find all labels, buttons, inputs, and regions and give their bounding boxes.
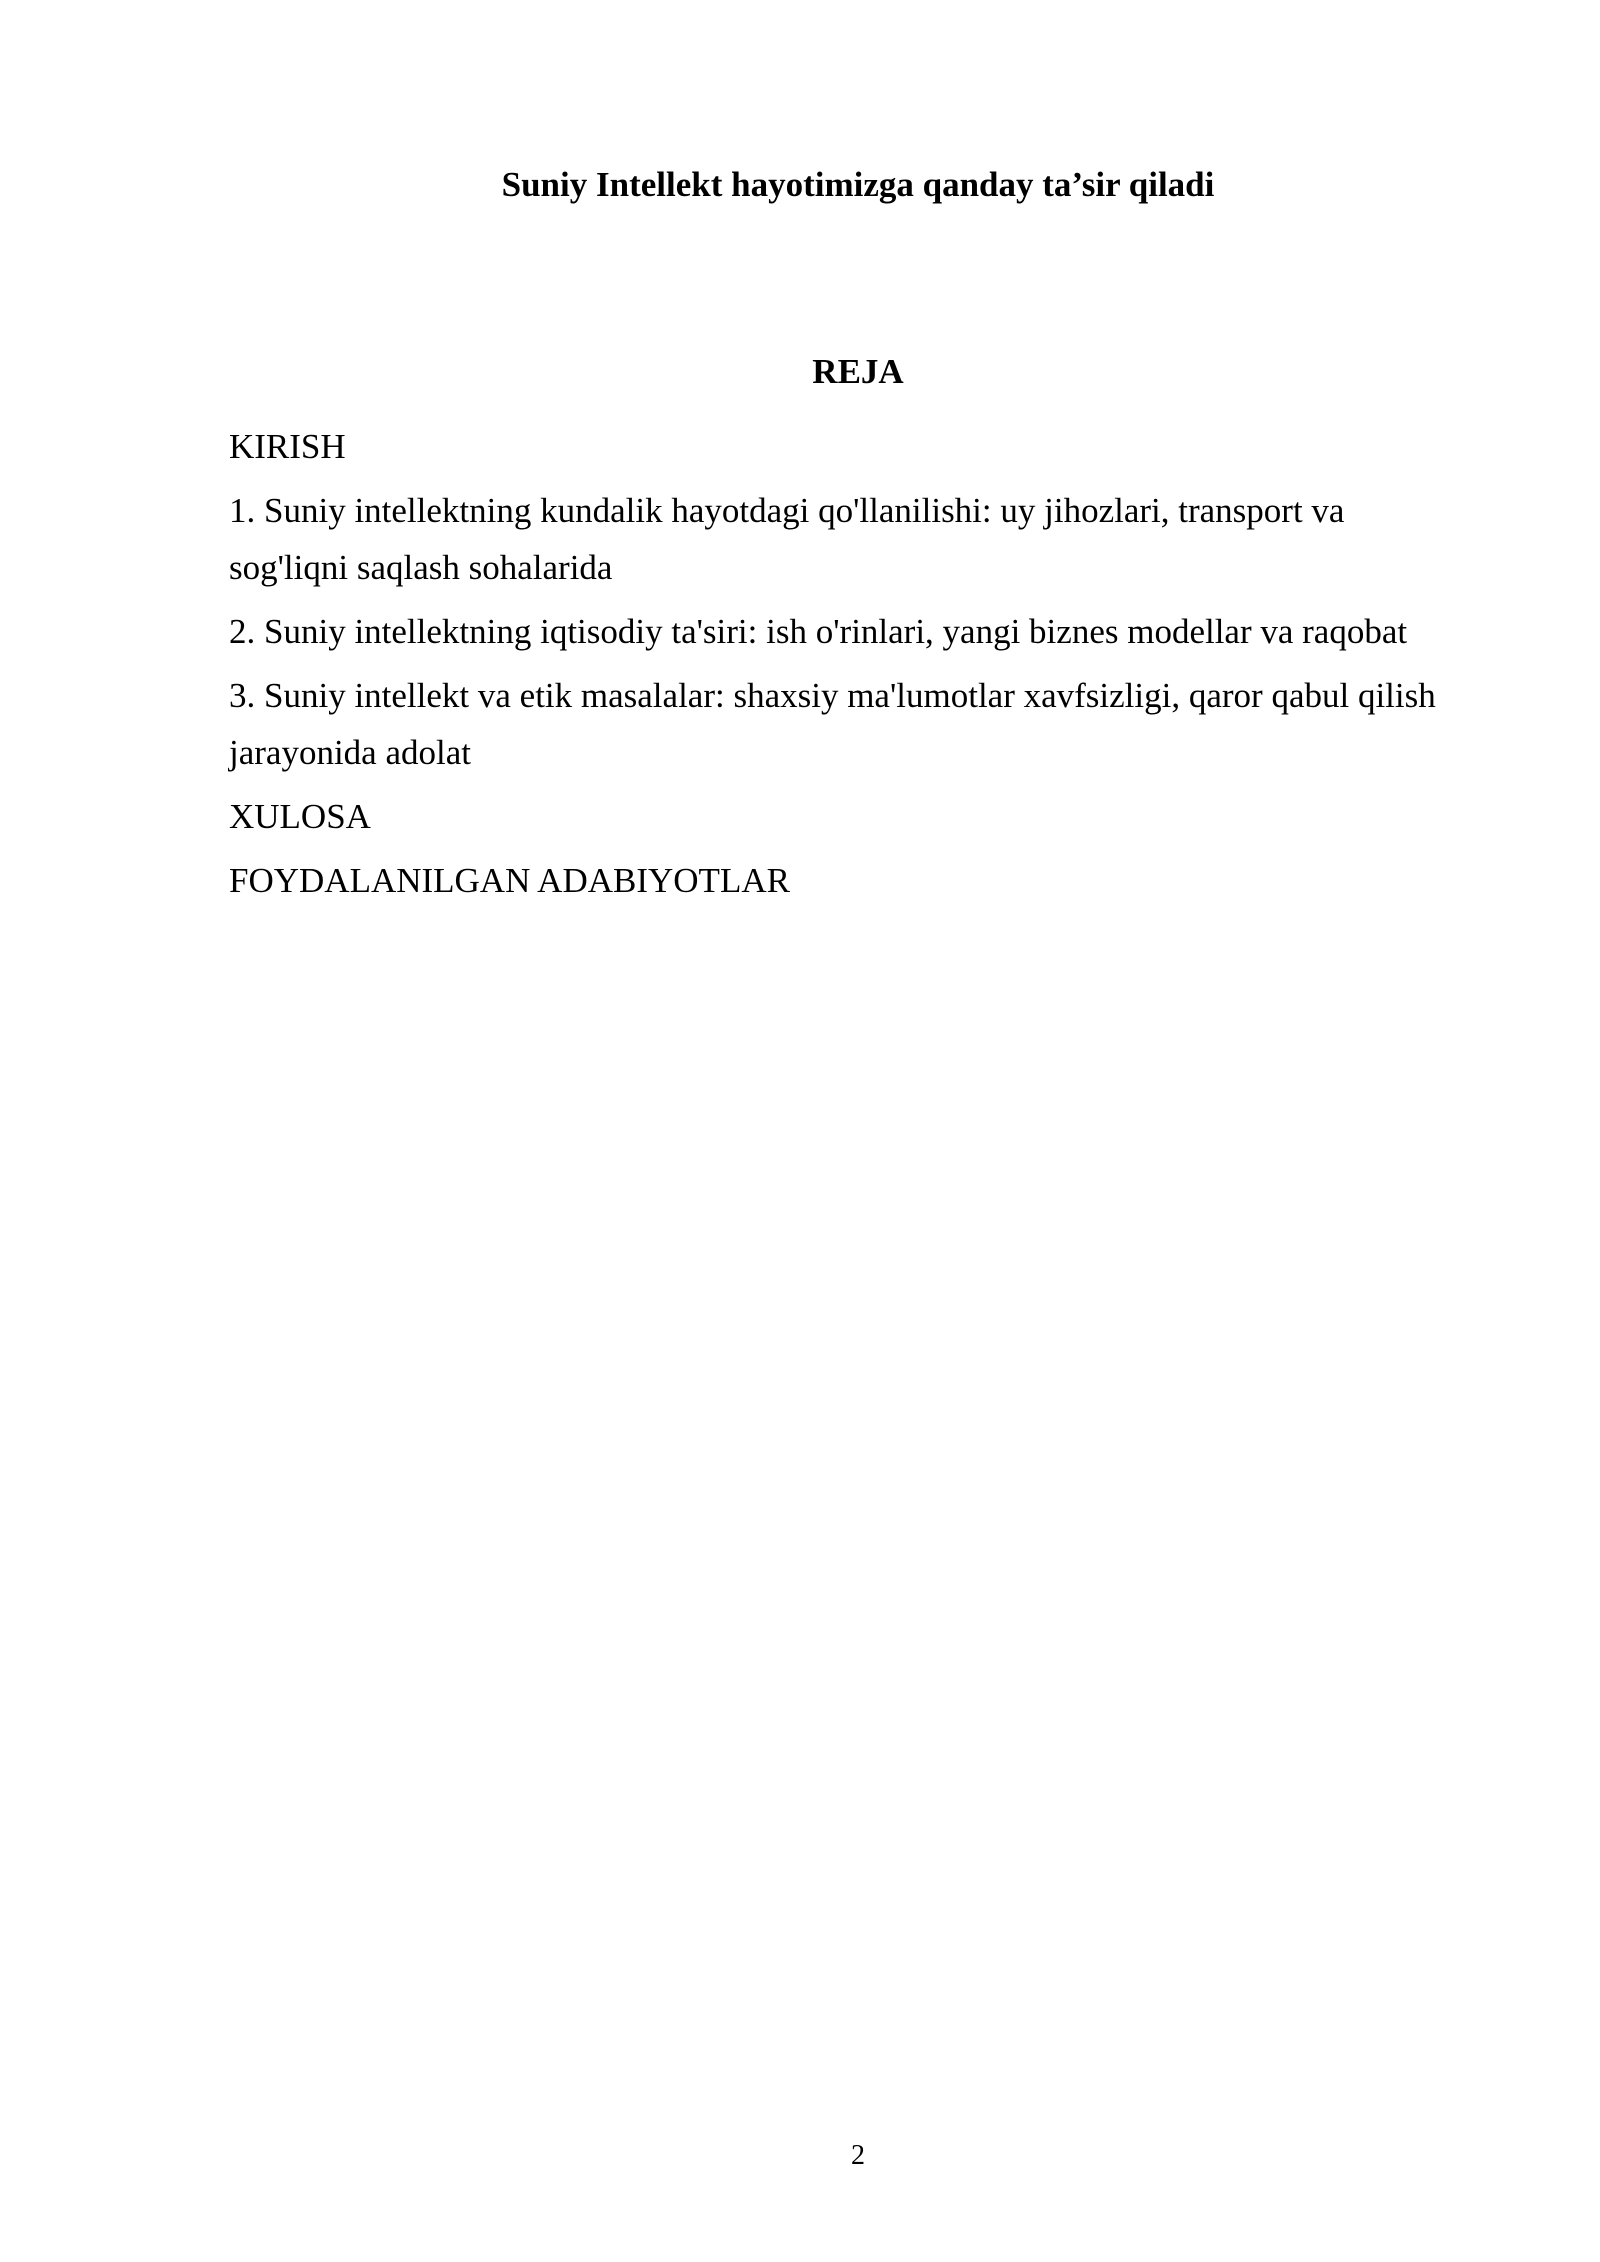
page-number: 2	[851, 2140, 865, 2171]
plan-item-conclusion: XULOSA	[229, 797, 371, 836]
plan-heading: REJA	[812, 352, 904, 391]
plan-item-introduction: KIRISH	[229, 427, 346, 466]
plan-item-2: 2. Suniy intellektning iqtisodiy ta'siri: ish o'rinlari, yangi biznes modellar va raqobat	[229, 612, 1408, 651]
plan-item-references: FOYDALANILGAN ADABIYOTLAR	[229, 861, 790, 900]
plan-list	[229, 418, 1449, 916]
document-title: Suniy Intellekt hayotimizga qanday ta’sir qiladi	[501, 165, 1215, 204]
plan-item-3: 3. Suniy intellekt va etik masalalar: shaxsiy ma'lumotlar xavfsizligi, qaror qabul qilish jarayonida adolat	[229, 676, 1436, 772]
plan-item-1: 1. Suniy intellektning kundalik hayotdagi qo'llanilishi: uy jihozlari, transport va sog'liqni saqlash sohalarida	[229, 491, 1345, 587]
